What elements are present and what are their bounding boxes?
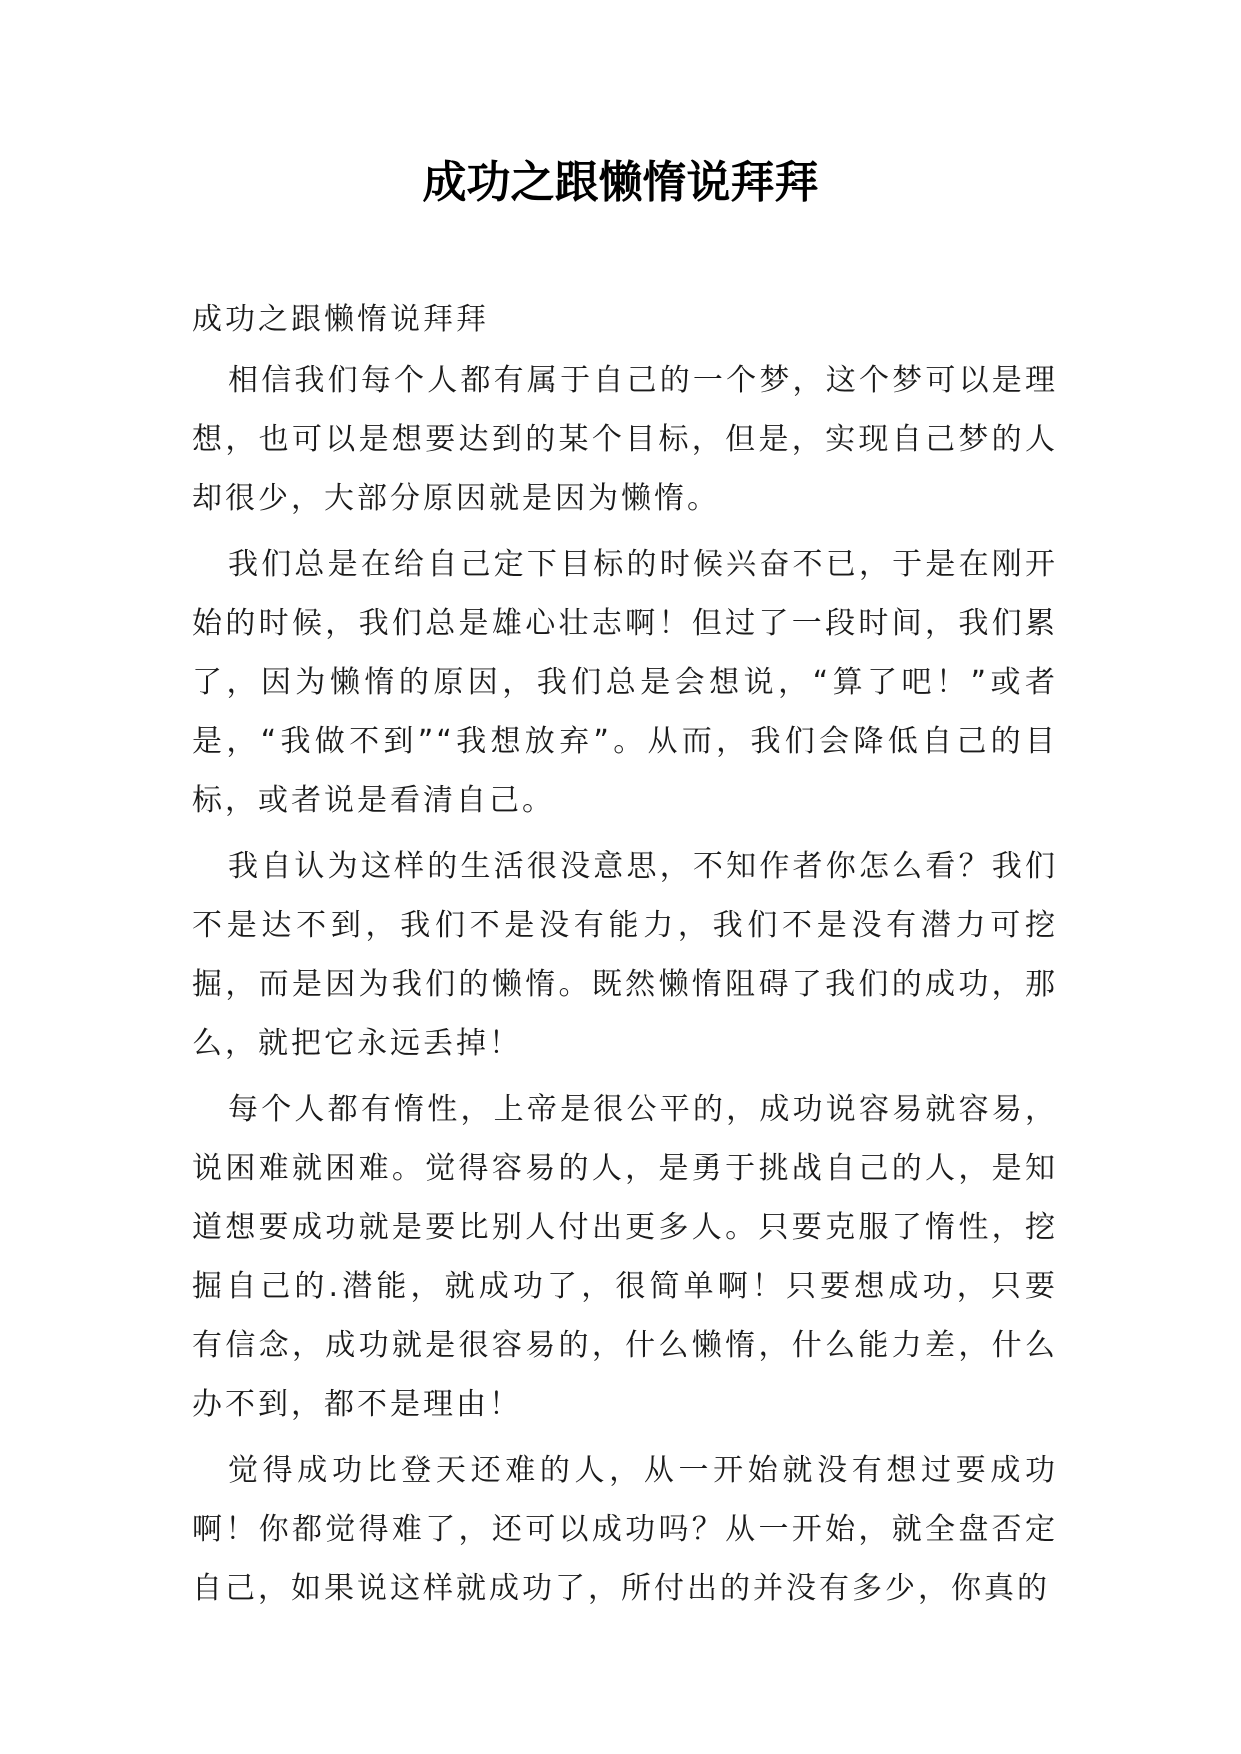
paragraph-5: 觉得成功比登天还难的人，从一开始就没有想过要成功啊！你都觉得难了，还可以成功吗？从一开始，就全盘否定自己，如果说这样就成功了，所付出的并没有多少，你真的 bbox=[192, 1453, 1058, 1606]
article-subtitle: 成功之跟懒惰说拜拜 bbox=[192, 302, 489, 337]
paragraph-4: 每个人都有惰性，上帝是很公平的，成功说容易就容易，说困难就困难。觉得容易的人，是勇于挑战自己的人，是知道想要成功就是要比别人付出更多人。只要克服了惰性，挖掘自己的.潜能，就成功了，很简单啊！只要想成功，只要有信念，成功就是很容易的，什么懒惰，什么能力差，什么办不到，都不是理由！ bbox=[192, 1092, 1058, 1422]
paragraph-3: 我自认为这样的生活很没意思，不知作者你怎么看？我们不是达不到，我们不是没有能力，我们不是没有潜力可挖掘，而是因为我们的懒惰。既然懒惰阻碍了我们的成功，那么，就把它永远丢掉！ bbox=[192, 849, 1058, 1061]
article-body bbox=[192, 290, 1058, 1625]
page-title: 成功之跟懒惰说拜拜 bbox=[422, 157, 819, 208]
paragraph-1: 相信我们每个人都有属于自己的一个梦，这个梦可以是理想，也可以是想要达到的某个目标，但是，实现自己梦的人却很少，大部分原因就是因为懒惰。 bbox=[192, 363, 1058, 516]
paragraph-2: 我们总是在给自己定下目标的时候兴奋不已，于是在刚开始的时候，我们总是雄心壮志啊！但过了一段时间，我们累了，因为懒惰的原因，我们总是会想说，“算了吧！”或者是，“我做不到”“我想放弃”。从而，我们会降低自己的目标，或者说是看清自己。 bbox=[192, 547, 1058, 818]
